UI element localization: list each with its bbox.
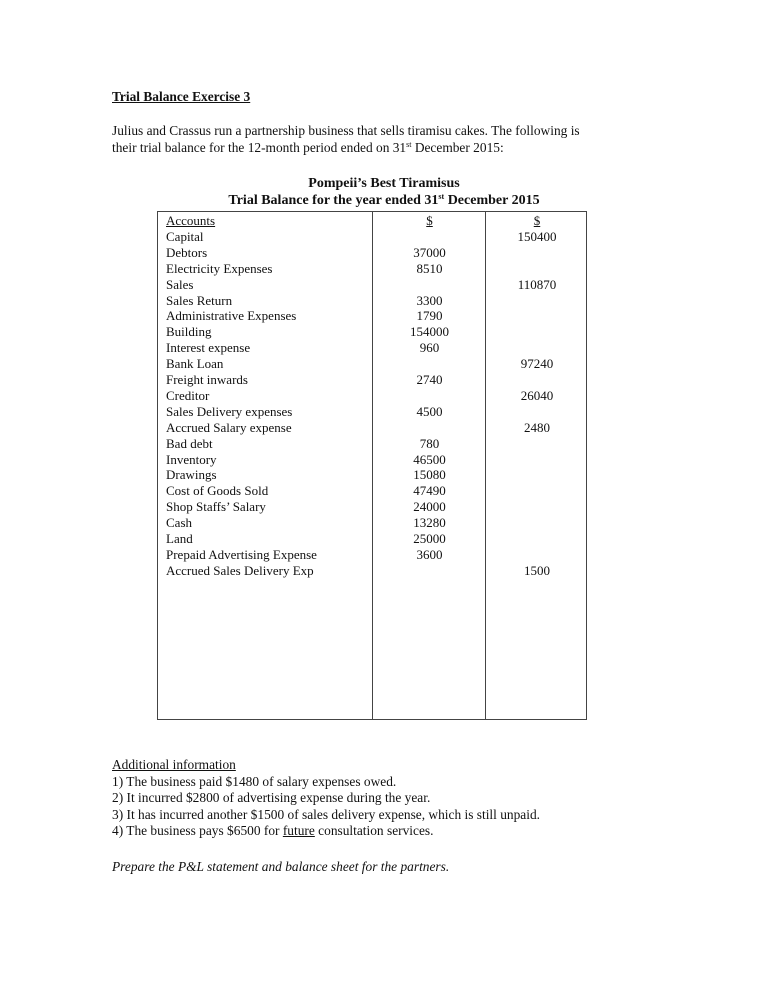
table-row xyxy=(158,388,588,404)
debit-amount: 780 xyxy=(419,435,440,451)
header-debit-text: $ xyxy=(426,213,433,228)
header-credit-text: $ xyxy=(533,213,541,228)
account-name: Inventory xyxy=(166,451,217,467)
header-debit xyxy=(373,213,486,229)
item-emphasis: future xyxy=(282,823,315,839)
debit-amount: 3300 xyxy=(416,292,443,308)
debit-amount: 46500 xyxy=(413,451,446,467)
table-row xyxy=(158,261,588,277)
account-name: Debtors xyxy=(166,244,208,260)
intro-line-1: Julius and Crassus run a partnership business that sells tiramisu cakes. The following is xyxy=(112,123,580,138)
debit-amount: 3600 xyxy=(416,546,443,562)
table-row xyxy=(158,404,588,420)
company-name: Pompeii’s Best Tiramisus xyxy=(308,176,460,191)
debit-amount: 4500 xyxy=(416,403,443,419)
debit-amount: 37000 xyxy=(413,244,446,260)
credit-amount: 110870 xyxy=(517,276,557,292)
table-row xyxy=(158,515,588,531)
account-name: Building xyxy=(166,324,212,340)
trial-balance-title xyxy=(0,193,768,209)
table-row xyxy=(158,467,588,483)
debit-amount: 154000 xyxy=(410,324,449,340)
table-row xyxy=(158,436,588,452)
instruction: Prepare the P&L statement and balance sheet for the partners. xyxy=(112,859,450,874)
account-name: Accrued Sales Delivery Exp xyxy=(166,562,314,578)
table-row xyxy=(158,229,588,245)
account-name: Land xyxy=(166,531,193,546)
trial-balance-table xyxy=(157,211,587,720)
table-row xyxy=(158,340,588,356)
account-name: Administrative Expenses xyxy=(166,308,297,324)
table-row xyxy=(158,277,588,293)
debit-amount: 960 xyxy=(419,340,440,356)
debit-amount: 15080 xyxy=(413,467,446,483)
debit-amount: 24000 xyxy=(413,499,446,515)
item-text: consultation services. xyxy=(314,823,434,839)
table-row xyxy=(158,531,588,547)
account-name: Bad debt xyxy=(166,435,213,451)
account-name: Capital xyxy=(166,228,204,244)
debit-amount: 25000 xyxy=(413,531,446,546)
item-text: 4) The business pays $6500 for xyxy=(112,823,283,839)
credit-amount: 26040 xyxy=(520,387,554,403)
debit-amount: 8510 xyxy=(416,260,443,276)
page-title: Trial Balance Exercise 3 xyxy=(112,89,251,104)
table-row xyxy=(158,452,588,468)
additional-item xyxy=(112,823,540,840)
additional-information xyxy=(112,757,540,840)
table-row xyxy=(158,547,588,563)
account-name: Shop Staffs’ Salary xyxy=(166,499,266,515)
debit-amount: 1790 xyxy=(416,308,443,324)
credit-amount: 1500 xyxy=(524,562,550,578)
table-row xyxy=(158,293,588,309)
intro-text: December 2015: xyxy=(411,139,504,155)
credit-amount: 97240 xyxy=(520,356,554,372)
account-name: Electricity Expenses xyxy=(166,260,273,276)
debit-amount: 47490 xyxy=(413,483,446,499)
intro-line-2 xyxy=(112,140,580,157)
table-row xyxy=(158,499,588,515)
account-name: Freight inwards xyxy=(166,372,248,387)
header-credit xyxy=(486,213,588,229)
account-name: Cost of Goods Sold xyxy=(166,483,269,499)
credit-amount: 150400 xyxy=(517,228,557,244)
additional-item: 3) It has incurred another $1500 of sales delivery expense, which is still unpaid. xyxy=(112,806,541,822)
debit-amount: 13280 xyxy=(413,515,446,531)
table-row xyxy=(158,356,588,372)
account-name: Sales Return xyxy=(166,292,233,308)
tb-title-text: Trial Balance for the year ended 31 xyxy=(228,193,439,208)
account-name: Drawings xyxy=(166,467,217,483)
header-accounts: Accounts xyxy=(166,213,216,228)
account-name: Prepaid Advertising Expense xyxy=(166,546,317,562)
credit-amount: 2480 xyxy=(524,419,550,435)
additional-item: 2) It incurred $2800 of advertising expense during the year. xyxy=(112,790,431,806)
intro-text: their trial balance for the 12-month period ended on 31 xyxy=(112,139,407,155)
table-row xyxy=(158,483,588,499)
debit-amount: 2740 xyxy=(416,372,443,387)
table-row xyxy=(158,308,588,324)
tb-title-text: December 2015 xyxy=(444,193,540,208)
ordinal-suffix: st xyxy=(438,192,445,201)
account-name: Bank Loan xyxy=(166,356,224,372)
table-row xyxy=(158,324,588,340)
account-name: Accrued Salary expense xyxy=(166,419,292,435)
account-name: Creditor xyxy=(166,387,210,403)
table-row xyxy=(158,563,588,579)
intro-paragraph xyxy=(112,123,580,156)
account-name: Cash xyxy=(166,515,192,531)
table-row xyxy=(158,420,588,436)
ordinal-suffix: st xyxy=(406,139,412,149)
account-name: Interest expense xyxy=(166,340,251,356)
account-name: Sales Delivery expenses xyxy=(166,403,293,419)
table-row xyxy=(158,245,588,261)
account-name: Sales xyxy=(166,276,194,292)
table-row xyxy=(158,372,588,388)
table-header-row xyxy=(158,213,588,229)
additional-heading: Additional information xyxy=(112,757,236,772)
additional-item: 1) The business paid $1480 of salary expenses owed. xyxy=(112,773,397,789)
